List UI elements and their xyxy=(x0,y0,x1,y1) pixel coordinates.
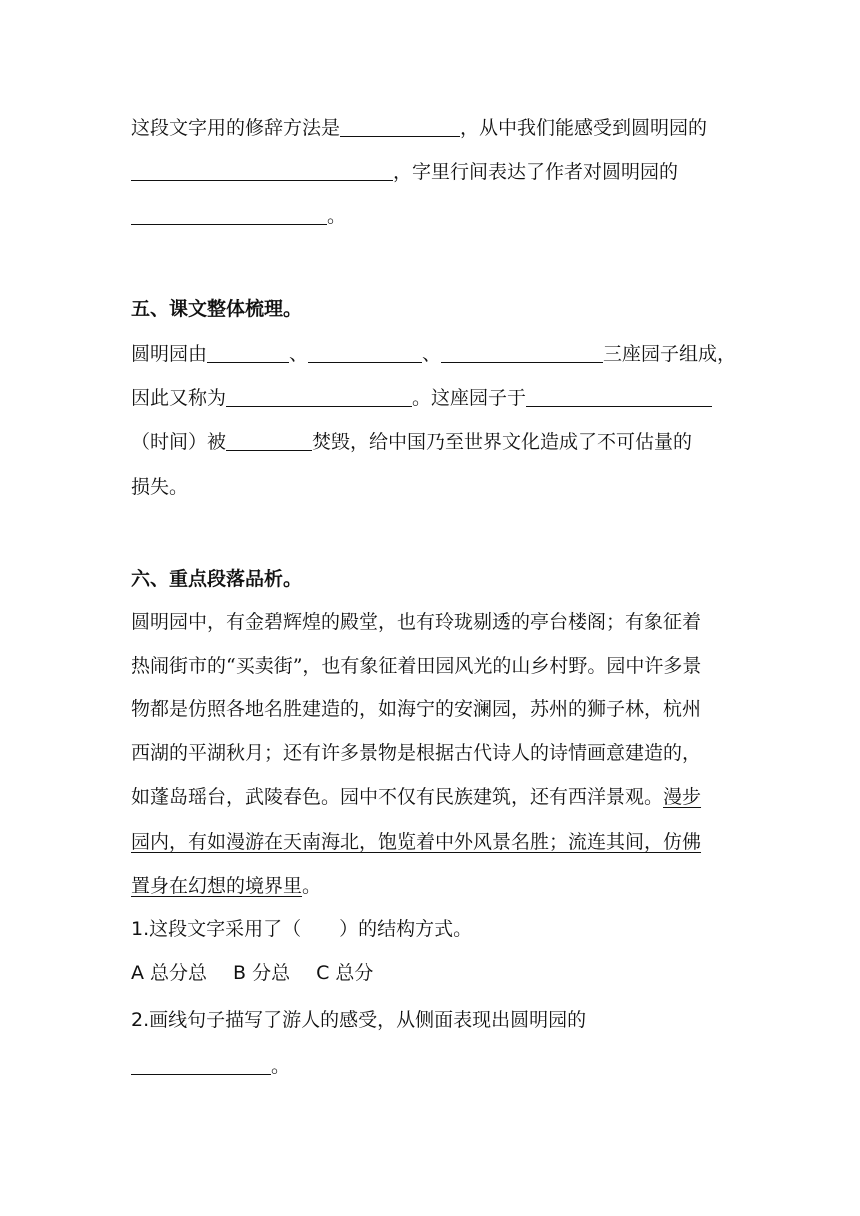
text: ，字里行间表达了作者对圆明园的 xyxy=(393,161,679,183)
text: 焚毁，给中国乃至世界文化造成了不可估量的 xyxy=(312,431,693,453)
answer-blank[interactable] xyxy=(308,342,422,363)
passage-line: 西湖的平湖秋月；还有许多景物是根据古代诗人的诗情画意建造的， xyxy=(131,742,702,764)
answer-blank[interactable] xyxy=(226,386,412,407)
text: 这段文字用的修辞方法是 xyxy=(131,117,341,139)
text: 、 xyxy=(422,343,442,365)
section5-line2 xyxy=(131,385,712,411)
text: 。 xyxy=(302,875,322,897)
answer-blank[interactable] xyxy=(526,386,712,407)
fill-line-rhetoric xyxy=(131,115,707,141)
text: ，从中我们能感受到圆明园的 xyxy=(460,117,708,139)
question-1-options xyxy=(131,960,373,986)
text: 圆明园由 xyxy=(131,343,208,365)
answer-blank[interactable] xyxy=(131,204,327,225)
section5-heading: 五、课文整体梳理。 xyxy=(131,298,303,320)
option-a[interactable]: A 总分总 xyxy=(131,962,208,984)
answer-blank[interactable] xyxy=(131,1054,271,1075)
text: 、 xyxy=(289,343,309,365)
option-c[interactable]: C 总分 xyxy=(316,962,374,984)
question-number: 1. xyxy=(131,918,150,940)
underlined-sentence: 置身在幻想的境界里 xyxy=(131,875,303,897)
text: 如蓬岛瑶台，武陵春色。园中不仅有民族建筑，还有西洋景观。 xyxy=(131,786,664,808)
passage-line xyxy=(131,784,701,810)
text: 。 xyxy=(327,205,347,227)
text: 三座园子组成， xyxy=(603,343,737,365)
question-text: 画线句子描写了游人的感受，从侧面表现出圆明园的 xyxy=(149,1009,587,1031)
section5-line1 xyxy=(131,341,736,367)
answer-blank[interactable] xyxy=(441,342,603,363)
underlined-sentence: 园内，有如漫游在天南海北，饱览着中外风景名胜；流连其间，仿佛 xyxy=(131,831,702,853)
text: （时间）被 xyxy=(131,431,227,453)
fill-line-emotion xyxy=(131,203,346,229)
question-2-answer xyxy=(131,1053,290,1079)
answer-blank[interactable] xyxy=(131,160,393,181)
question-2 xyxy=(131,1007,586,1033)
fill-line-feeling xyxy=(131,159,678,185)
passage-line xyxy=(131,829,701,855)
question-1 xyxy=(131,916,472,942)
text: 因此又称为 xyxy=(131,387,227,409)
answer-blank[interactable] xyxy=(207,342,289,363)
passage-line: 热闹街市的“买卖街”，也有象征着田园风光的山乡村野。园中许多景 xyxy=(131,655,702,677)
question-text: 这段文字采用了（ ）的结构方式。 xyxy=(149,918,473,940)
option-b[interactable]: B 分总 xyxy=(233,962,291,984)
passage-line: 圆明园中，有金碧辉煌的殿堂，也有玲珑剔透的亭台楼阁；有象征着 xyxy=(131,611,702,633)
answer-blank[interactable] xyxy=(226,430,312,451)
underlined-sentence: 漫步 xyxy=(663,786,702,808)
section5-line4: 损失。 xyxy=(131,476,189,498)
passage-line: 物都是仿照各地名胜建造的，如海宁的安澜园，苏州的狮子林，杭州 xyxy=(131,698,702,720)
question-number: 2. xyxy=(131,1009,150,1031)
section6-heading: 六、重点段落品析。 xyxy=(131,568,303,590)
section5-line3 xyxy=(131,429,692,455)
text: 。这座园子于 xyxy=(412,387,527,409)
text: 。 xyxy=(271,1055,291,1077)
passage-line xyxy=(131,873,321,899)
answer-blank[interactable] xyxy=(340,116,460,137)
